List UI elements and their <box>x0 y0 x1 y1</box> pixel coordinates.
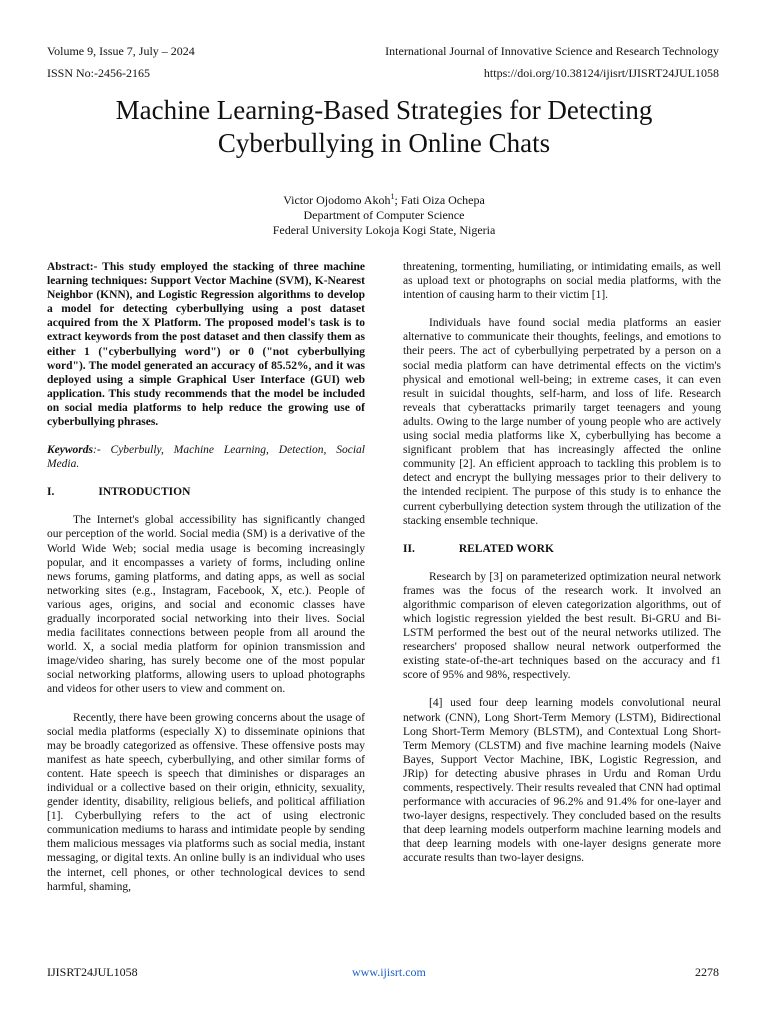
author-names <box>40 189 728 208</box>
keywords <box>47 443 365 471</box>
related-paragraph-1: Research by [3] on parameterized optimization neural network frames was the focus of the research work. It involved an algorithmic comparison of eleven categorization algorithms, out of which logistic regression yielded the best result. Bi-GRU and Bi-LSTM performed the best out of the neural networks utilized. The researchers' proposed shallow neural network outperformed the existing state-of-the-art techniques based on the accuracy and f1 score of 95% and 98%, respectively. <box>403 570 721 682</box>
intro-paragraph-3: Individuals have found social media platforms an easier alternative to communicate their thoughts, feelings, and emotions to their peers. The act of cyberbullying perpetrated by a person on a social media platform can have detrimental effects on the victim's physical and emotional well-being; in extreme cases, it can even result in suicidal thoughts, self-harm, and loss of life. Research reveals that cyberattacks primarily target teenagers and young adults. Owing to the large number of young people who are actively using social media platforms like X, cyberbullying has become a significant problem that has increasingly affected the online community [2]. An efficient approach to tackling this problem is to detect and encrypt the bullying messages prior to their delivery to the intended recipient. The purpose of this study is to enhance the current cyberbullying detection system through the utilization of the stacking ensemble technique. <box>403 317 721 527</box>
title-line-2: Cyberbullying in Online Chats <box>217 128 551 158</box>
issn: ISSN No:-2456-2165 <box>47 66 151 80</box>
section-title: RELATED WORK <box>458 542 554 555</box>
author-block <box>40 189 728 238</box>
intro-paragraph-2: Recently, there have been growing concerns about the usage of social media platforms (especially X) to disseminate opinions that may be broadly categorized as offensive. These offensive posts may manifest as hate speech, cyberbullying, and other similar forms of content. Hate speech is speech that diminishes or disparages an individual or a collective based on their origin, ethnicity, sexuality, gender identity, disability, religious beliefs, and political affiliation [1]. Cyberbullying refers to the act of using electronic communication mediums to harass and intimidate people by sending them malicious messages via platforms such as social media, instant messaging, or digital texts. An online bully is an individual who uses the internet, cell phones, or other technological devices to send harmful, shaming, <box>47 711 365 893</box>
section-number: II. <box>403 542 415 555</box>
author-name-2: ; Fati Oiza Ochepa <box>394 193 485 207</box>
footer-website-link[interactable]: www.ijisrt.com <box>352 965 426 979</box>
intro-paragraph-1: The Internet's global accessibility has significantly changed our perception of the world. Social media (SM) is a derivative of the World Wide Web; social media usage is becoming increasingly popular, and it encompasses a variety of forms, including online news forums, gaming platforms, and dating apps, as well as social networking sites (e.g., Instagram, Facebook, X, etc.). People of various ages, origins, and social and economic classes have gradually incorporated social networking into their lives. Social media facilitates connections between people from all around the world. X, a social media platform for opinion transmission and image/video sharing, has surely become one of the most popular social networking platforms, allowing users to upload photographs and videos for other users to view and comment on. <box>47 514 365 696</box>
section-title: INTRODUCTION <box>98 486 191 499</box>
abstract-text: Abstract:- This study employed the stacking of three machine learning techniques: Support Vector Machine (SVM), K-Nearest Neighbor (KNN), and Logistic Regression algorithms to develop a model for detecting cyberbullying using a post dataset acquired from the X Platform. The proposed model's task is to extract keywords from the post dataset and then classify them as either 1 ("cyberbullying word") or 0 ("not cyberbullying word"). The model generated an accuracy of 85.52%, and it was deployed using a simple Graphical User Interface (GUI) web application. This study recommends that the model be included on social media platforms to help reduce the growing use of cyberbullying phrases. <box>47 261 365 429</box>
author-name-1: Victor Ojodomo Akoh <box>283 193 391 207</box>
affiliation-mark: 1 <box>390 192 395 201</box>
doi-link[interactable]: https://doi.org/10.38124/ijisrt/IJISRT24JUL1058 <box>483 66 719 80</box>
author-university: Federal University Lokoja Kogi State, Nigeria <box>272 223 496 237</box>
title-line-1: Machine Learning-Based Strategies for Detecting <box>115 95 653 125</box>
volume-info: Volume 9, Issue 7, July – 2024 <box>47 44 195 58</box>
paper-title <box>40 94 728 160</box>
section-heading-introduction <box>47 485 365 499</box>
author-department: Department of Computer Science <box>303 208 465 222</box>
page-number: 2278 <box>695 965 719 979</box>
intro-paragraph-continued: threatening, tormenting, humiliating, or intimidating emails, as well as upload text or photographs on social media platforms, with the intention of causing harm to their victim [1]. <box>403 261 721 302</box>
section-number: I. <box>47 486 55 499</box>
section-heading-related-work <box>403 542 721 556</box>
keywords-text: :- Cyberbully, Machine Learning, Detection, Social Media. <box>47 444 365 471</box>
keywords-label: Keywords <box>47 444 93 457</box>
related-paragraph-2: [4] used four deep learning models convolutional neural network (CNN), Long Short-Term Memory (LSTM), Bidirectional Long Short-Term Memory (BLSTM), and Contextual Long Short-Term Memory (CLSTM) and five machine learning models (Naive Bayes, Support Vector Machine, IBK, Logistic Regression, and JRip) for detecting abusive phrases in Urdu and Roman Urdu comments, respectively. Their results revealed that CNN had optimal performance with accuracies of 96.2% and 91.4% for one-layer and two-layer designs, respectively. They concluded based on the results that deep learning models outperform machine learning models and that deep learning models with one-layer designs generate more accurate results than two-layer designs. <box>403 697 721 865</box>
journal-name: International Journal of Innovative Science and Research Technology <box>385 44 719 58</box>
footer-paper-id: IJISRT24JUL1058 <box>47 965 138 979</box>
right-column <box>403 260 721 866</box>
left-column <box>47 260 365 894</box>
